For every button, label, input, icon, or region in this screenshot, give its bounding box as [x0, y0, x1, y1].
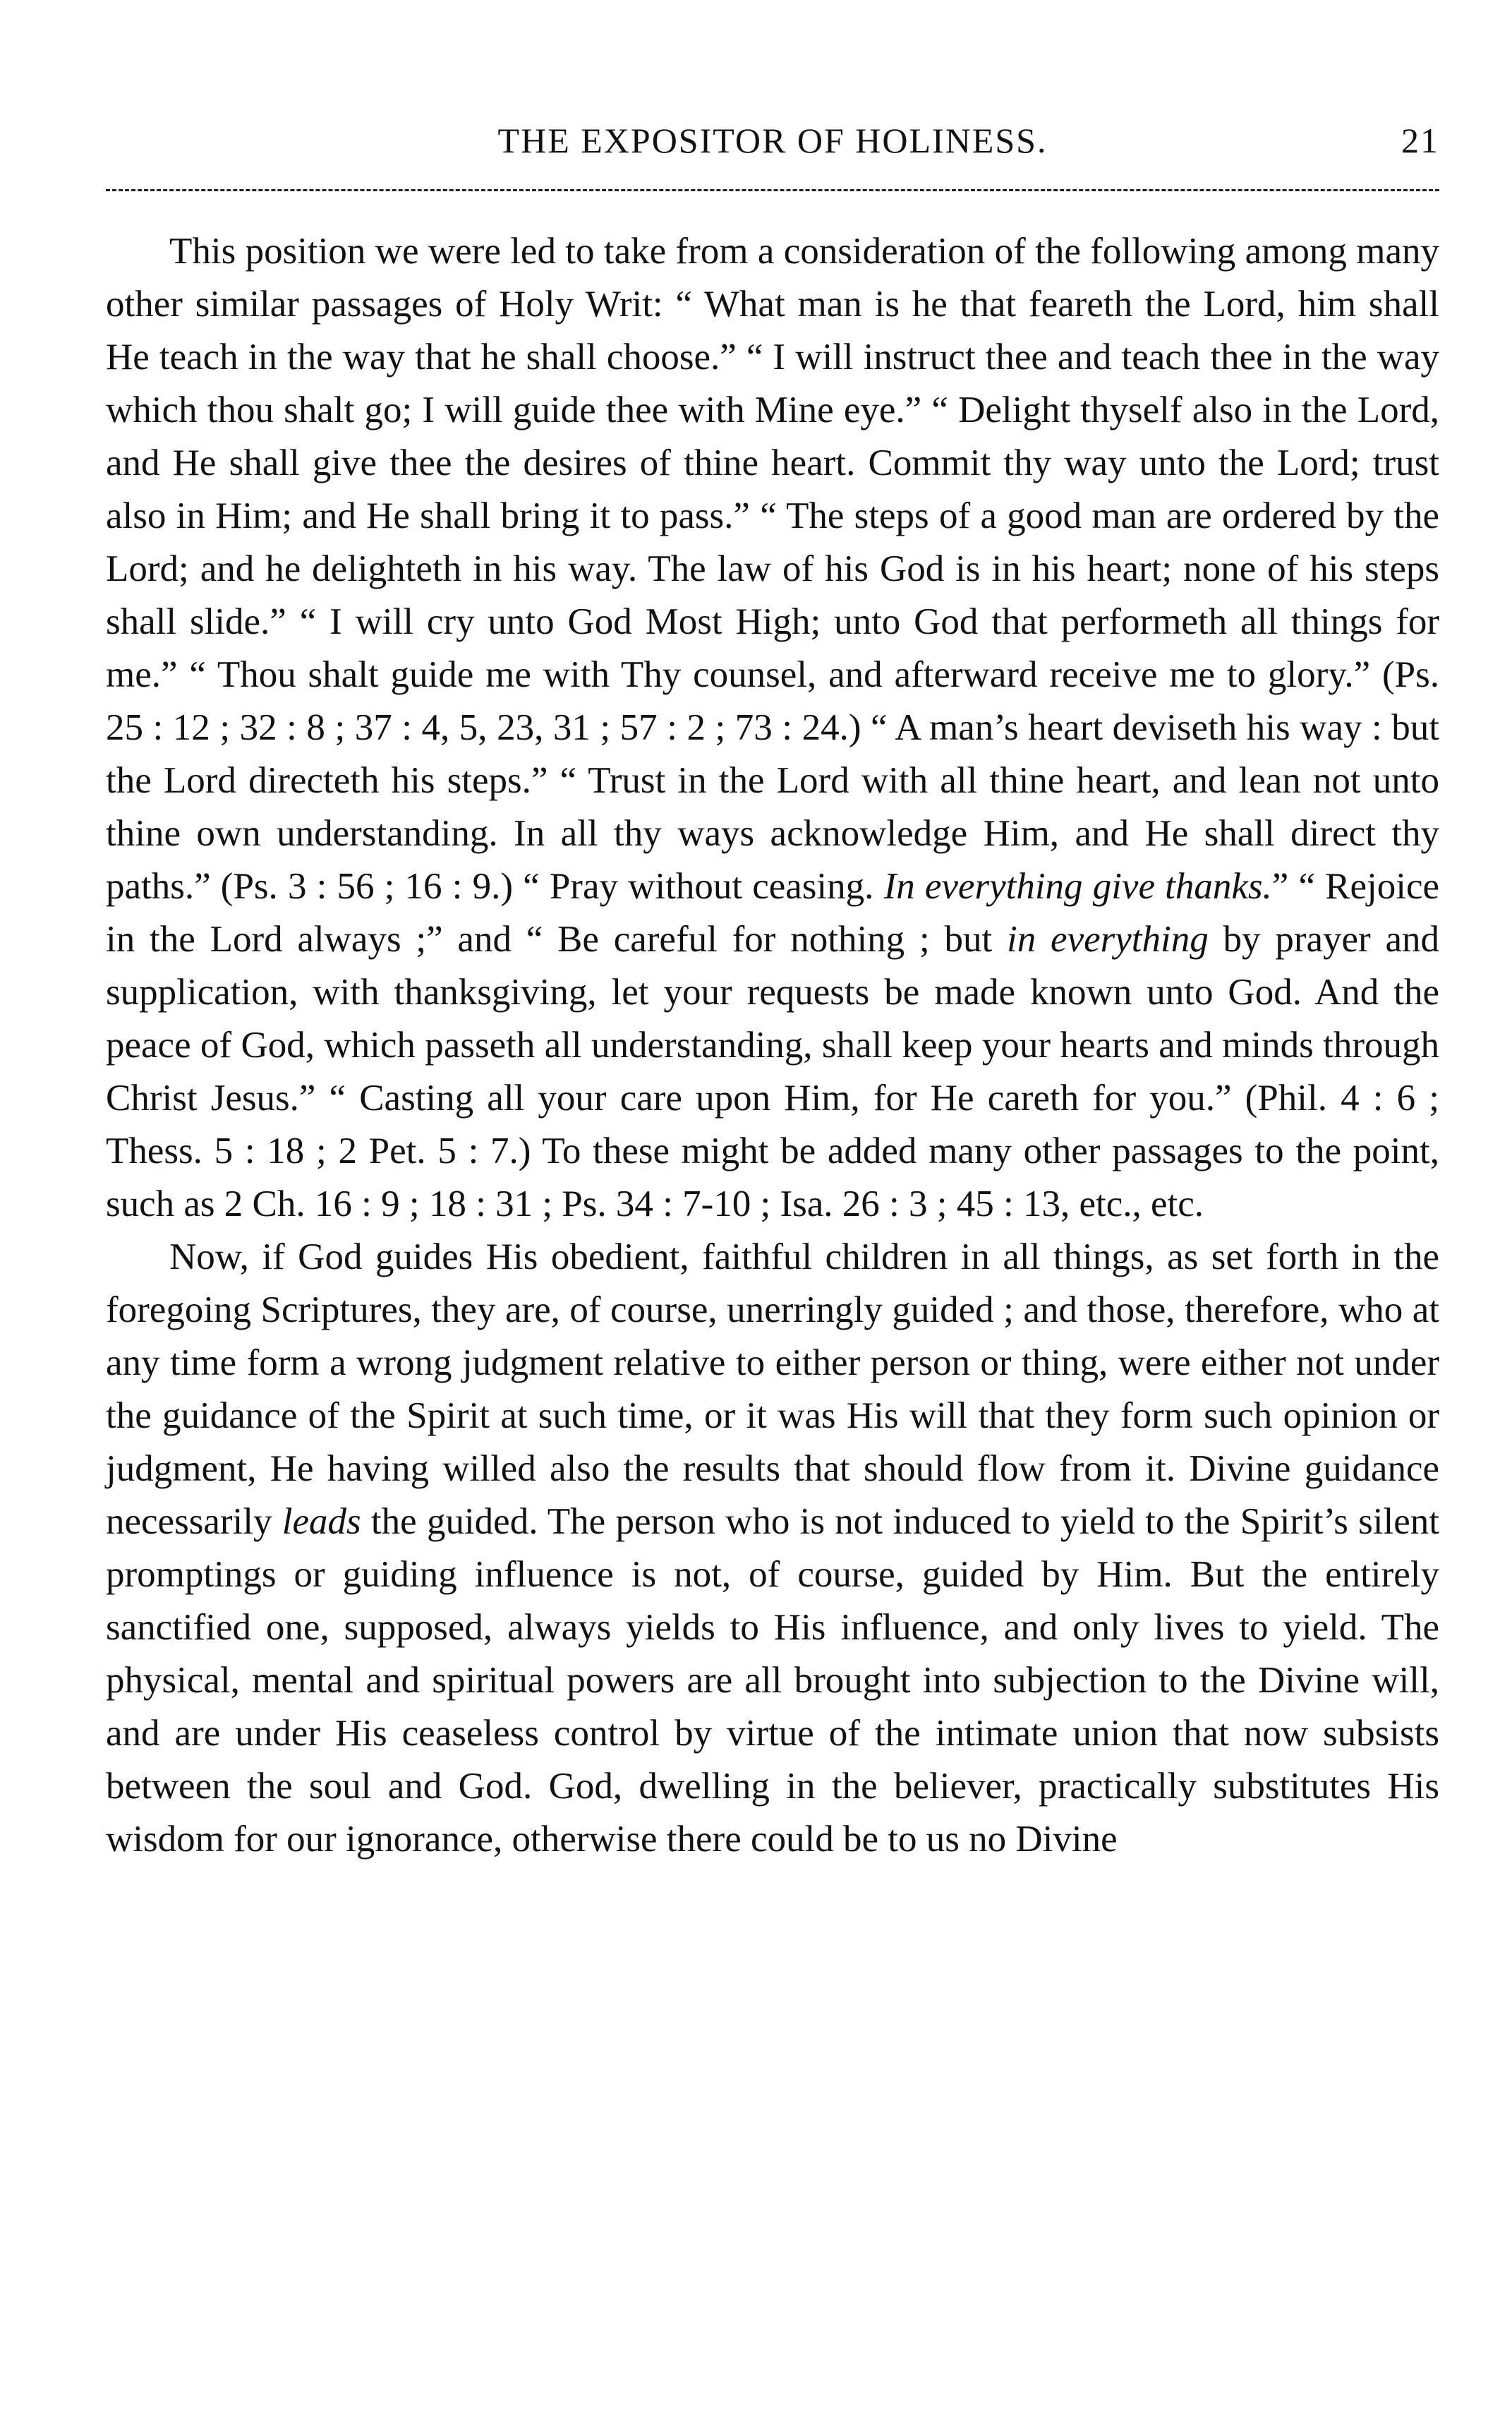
text-run: This position we were led to take from a consideration of the following among many other similar passages of Holy Writ: “ What man is he that feareth the Lord, him shall He teach in the way that he shall choose.” “ I will instruct thee and teach thee in the way which thou shalt go; I will guide thee with Mine eye.” “ Delight thyself also in the Lord, and He shall give thee the desires of thine heart. Commit thy way unto the Lord; trust also in Him; and He shall bring it to pass.” “ The steps of a good man are ordered by the Lord; and he delighteth in his way. The law of his God is in his heart; none of his steps shall slide.” “ I will cry unto God Most High; unto God that performeth all things for me.” “ Thou shalt guide me with Thy counsel, and afterward receive me to glory.” (Ps. 25 : 12 ; 32 : 8 ; 37 : 4, 5, 23, 31 ; 57 : 2 ; 73 : 24.) “ A man’s heart deviseth his way : but the Lord directeth his steps.” “ Trust in the Lord with all thine heart, and lean not unto thine own understanding. In all thy ways acknowledge Him, and He shall direct thy paths.” (Ps. 3 : 56 ; 16 : 9.) “ Pray without ceasing. [106, 231, 1439, 907]
italic-run: leads [282, 1501, 361, 1542]
page-number: 21 [1401, 121, 1439, 160]
text-run: ” “ Rejoice in the Lord always ;” and “ Be careful for nothing ; but [106, 866, 1440, 960]
paragraph-1 [106, 225, 1439, 1231]
book-page [106, 120, 1439, 1866]
text-run: Now, if God guides His obedient, faithful children in all things, as set forth in the foregoing Scriptures, they are, of course, unerringly guided ; and those, therefore, who at any time form a wrong judgment relative to either person or thing, were either not under the guidance of the Spirit at such time, or it was His will that they form such opinion or judgment, He having willed also the results that should flow from it. Divine guidance necessarily [106, 1236, 1439, 1542]
running-head [106, 120, 1439, 176]
body-text [106, 225, 1439, 1866]
text-run: by prayer and supplication, with thanksgiving, let your requests be made known unto God. And the peace of God, which passeth all understanding, shall keep your hearts and minds through Christ Jesus.” “ Casting all your care upon Him, for He careth for you.” (Phil. 4 : 6 ; Thess. 5 : 18 ; 2 Pet. 5 : 7.) To these might be added many other passages to the point, such as 2 Ch. 16 : 9 ; 18 : 31 ; Ps. 34 : 7-10 ; Isa. 26 : 3 ; 45 : 13, etc., etc. [106, 919, 1440, 1224]
header-rule [106, 189, 1439, 191]
italic-run: In everything give thanks. [883, 866, 1272, 907]
running-title: THE EXPOSITOR OF HOLINESS. [497, 121, 1048, 160]
text-run: the guided. The person who is not induced to yield to the Spirit’s silent promptings or guiding influence is not, of course, guided by Him. But the entirely sanctified one, supposed, always yields to His influence, and only lives to yield. The physical, mental and spiritual powers are all brought into subjection to the Divine will, and are under His ceaseless control by virtue of the intimate union that now subsists between the soul and God. God, dwelling in the believer, practically substitutes His wisdom for our ignorance, otherwise there could be to us no Divine [106, 1501, 1439, 1860]
italic-run: in everything [1007, 919, 1209, 960]
paragraph-2 [106, 1231, 1439, 1866]
